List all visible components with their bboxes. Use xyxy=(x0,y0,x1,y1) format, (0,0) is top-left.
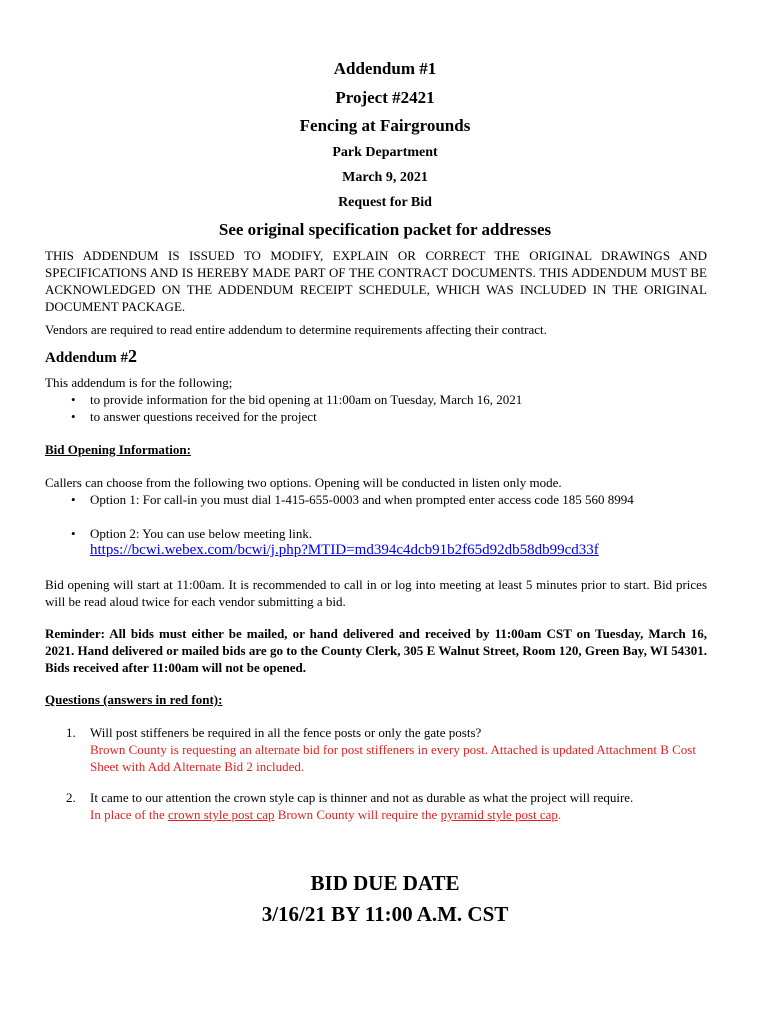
bullet-icon: • xyxy=(71,409,76,424)
list-item: • to answer questions received for the project xyxy=(71,409,317,424)
pyramid-style-cap-text: pyramid style post cap xyxy=(440,807,558,822)
question-2-number: 2. xyxy=(66,790,76,805)
see-original-heading: See original specification packet for addresses xyxy=(218,220,552,239)
bullet-icon: • xyxy=(71,492,76,507)
question-2: It came to our attention the crown style cap is thinner and not as durable as what the project will require. xyxy=(90,790,634,805)
bid-opening-lead: Callers can choose from the following two options. Opening will be conducted in listen only mode. xyxy=(45,475,562,490)
answer-1: Brown County is requesting an alternate bid for post stiffeners in every post. Attached is updated Attachment B Cost Sheet with Add Alternate Bid 2 included. xyxy=(90,742,696,774)
list-item xyxy=(45,525,707,542)
bid-opening-start-note: Bid opening will start at 11:00am. It is recommended to call in or log into meeting at least 5 minutes prior to start. Bid prices will be read aloud twice for each vendor submitting a bid. xyxy=(45,577,707,609)
question-1: Will post stiffeners be required in all the fence posts or only the gate posts? xyxy=(90,725,482,740)
department: Park Department xyxy=(332,145,438,160)
option-2-text: Option 2: You can use below meeting link. xyxy=(90,526,313,541)
bid-due-date: 3/16/21 BY 11:00 A.M. CST xyxy=(261,902,509,926)
answer-2: In place of the crown style post cap Brown County will require the pyramid style post cap. xyxy=(90,807,562,822)
bid-opening-heading: Bid Opening Information: xyxy=(45,442,191,457)
addendum-title: Addendum #1 xyxy=(333,59,437,78)
question-1-number: 1. xyxy=(66,725,76,740)
list-item xyxy=(45,491,707,508)
bid-due-title: BID DUE DATE xyxy=(310,871,460,895)
questions-heading: Questions (answers in red font): xyxy=(45,692,223,707)
project-title: Fencing at Fairgrounds xyxy=(299,116,471,135)
addendum-bullets xyxy=(45,391,707,425)
reminder-text: Reminder: All bids must either be mailed, or hand delivered and received by 11:00am CST on Tuesday, March 16, 2021. Hand delivered or mailed bids are go to the County Clerk, 305 E Walnut Street, Room 120, Green Bay, WI 54301. Bids received after 11:00am will not be opened. xyxy=(45,626,707,675)
addendum-2-heading xyxy=(45,346,137,368)
option-1-text: Option 1: For call-in you must dial 1-415-655-0003 and when prompted enter access code 185 560 8994 xyxy=(90,492,634,507)
bid-opening-option-2 xyxy=(45,525,707,542)
project-number: Project #2421 xyxy=(335,88,435,107)
addendum-lead: This addendum is for the following; xyxy=(45,375,233,390)
date: March 9, 2021 xyxy=(342,170,428,185)
webex-meeting-link[interactable]: https://bcwi.webex.com/bcwi/j.php?MTID=md394c4dcb91b2f65d92db58db99cd33f xyxy=(90,542,599,558)
crown-style-cap-text: crown style post cap xyxy=(167,807,275,822)
addendum-notice: THIS ADDENDUM IS ISSUED TO MODIFY, EXPLAIN OR CORRECT THE ORIGINAL DRAWINGS AND SPECIFICATIONS AND IS HEREBY MADE PART OF THE CONTRACT DOCUMENTS. THIS ADDENDUM MUST BE ACKNOWLEDGED ON THE ADDENDUM RECEIPT SCHEDULE, WHICH WAS INCLUDED IN THE ORIGINAL DOCUMENT PACKAGE. xyxy=(45,248,707,314)
request-type: Request for Bid xyxy=(338,195,432,210)
bid-opening-options xyxy=(45,491,707,508)
bullet-icon: • xyxy=(71,392,76,407)
list-item: • to provide information for the bid opening at 11:00am on Tuesday, March 16, 2021 xyxy=(71,392,523,407)
vendors-note: Vendors are required to read entire addendum to determine requirements affecting their contract. xyxy=(45,322,547,337)
addendum-2-prefix: Addendum # xyxy=(45,350,128,366)
addendum-2-number: 2 xyxy=(127,346,137,366)
bullet-icon: • xyxy=(71,526,76,541)
